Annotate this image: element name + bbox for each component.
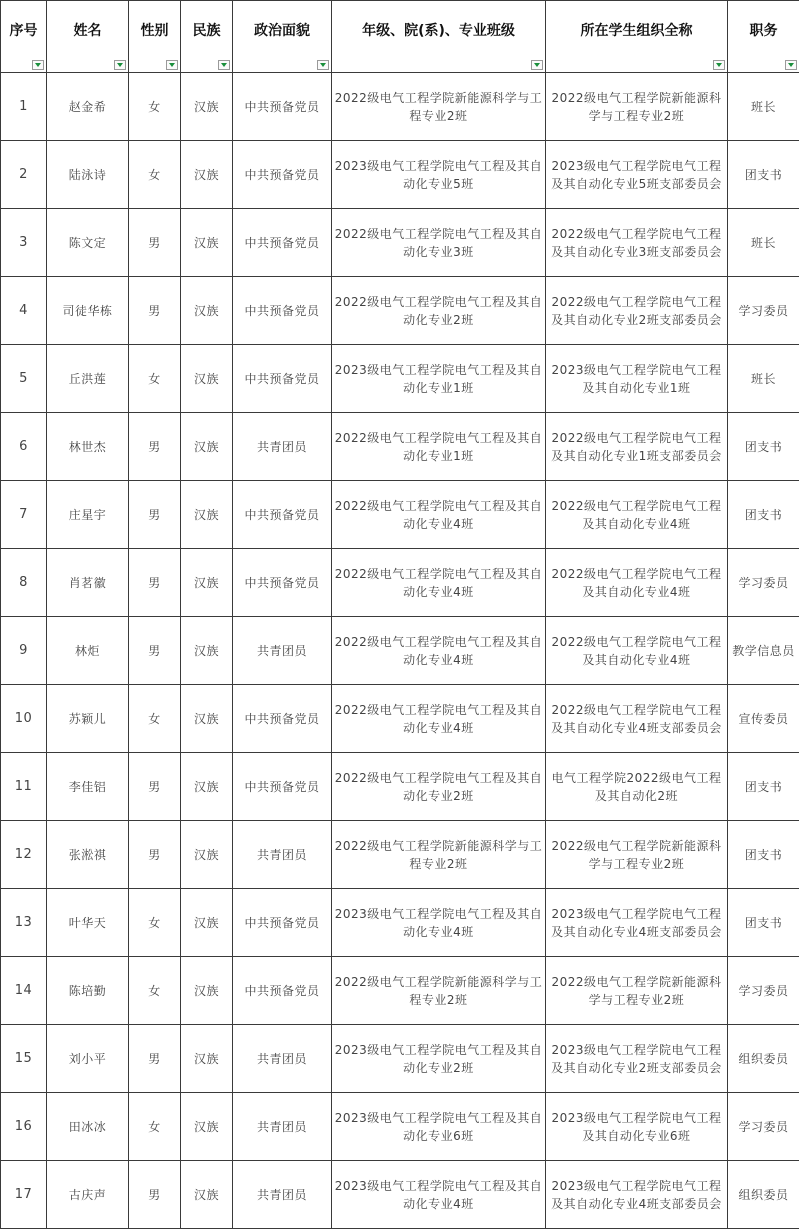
cell-political-status: 共青团员 — [233, 1093, 332, 1161]
header-position — [728, 1, 799, 73]
cell-political-status: 中共预备党员 — [233, 345, 332, 413]
cell-gender: 女 — [129, 345, 181, 413]
cell-organization: 2022级电气工程学院电气工程及其自动化专业3班支部委员会 — [546, 209, 728, 277]
cell-class: 2023级电气工程学院电气工程及其自动化专业4班 — [332, 1161, 546, 1229]
cell-class: 2023级电气工程学院电气工程及其自动化专业2班 — [332, 1025, 546, 1093]
cell-political-status: 中共预备党员 — [233, 889, 332, 957]
header-label: 姓名 — [73, 22, 102, 39]
cell-organization: 2023级电气工程学院电气工程及其自动化专业2班支部委员会 — [546, 1025, 728, 1093]
cell-gender: 女 — [129, 1093, 181, 1161]
cell-gender: 男 — [129, 481, 181, 549]
cell-position: 团支书 — [728, 141, 799, 209]
cell-name: 陈培勤 — [47, 957, 129, 1025]
cell-seq: 7 — [1, 481, 47, 549]
cell-organization: 2022级电气工程学院新能源科学与工程专业2班 — [546, 821, 728, 889]
table-row — [1, 889, 799, 957]
cell-organization: 电气工程学院2022级电气工程及其自动化2班 — [546, 753, 728, 821]
cell-ethnicity: 汉族 — [181, 481, 233, 549]
filter-dropdown-icon[interactable] — [531, 60, 543, 70]
header-row — [1, 1, 799, 73]
table-row — [1, 617, 799, 685]
cell-position: 学习委员 — [728, 277, 799, 345]
cell-class: 2022级电气工程学院新能源科学与工程专业2班 — [332, 957, 546, 1025]
cell-position: 班长 — [728, 73, 799, 141]
table-row — [1, 345, 799, 413]
cell-ethnicity: 汉族 — [181, 821, 233, 889]
cell-name: 田冰冰 — [47, 1093, 129, 1161]
cell-seq: 13 — [1, 889, 47, 957]
cell-gender: 男 — [129, 617, 181, 685]
cell-gender: 女 — [129, 889, 181, 957]
cell-ethnicity: 汉族 — [181, 1161, 233, 1229]
filter-dropdown-icon[interactable] — [166, 60, 178, 70]
cell-gender: 男 — [129, 413, 181, 481]
header-label: 年级、院(系)、专业班级 — [362, 22, 515, 39]
cell-name: 陈文定 — [47, 209, 129, 277]
cell-ethnicity: 汉族 — [181, 413, 233, 481]
cell-seq: 9 — [1, 617, 47, 685]
cell-name: 林炬 — [47, 617, 129, 685]
header-label: 所在学生组织全称 — [580, 22, 693, 39]
table-row — [1, 73, 799, 141]
table-row — [1, 821, 799, 889]
cell-ethnicity: 汉族 — [181, 141, 233, 209]
cell-political-status: 中共预备党员 — [233, 481, 332, 549]
cell-name: 赵金希 — [47, 73, 129, 141]
cell-class: 2022级电气工程学院电气工程及其自动化专业4班 — [332, 685, 546, 753]
table-row — [1, 277, 799, 345]
cell-ethnicity: 汉族 — [181, 753, 233, 821]
table-row — [1, 141, 799, 209]
table-row — [1, 957, 799, 1025]
cell-seq: 15 — [1, 1025, 47, 1093]
cell-seq: 14 — [1, 957, 47, 1025]
cell-class: 2023级电气工程学院电气工程及其自动化专业6班 — [332, 1093, 546, 1161]
cell-ethnicity: 汉族 — [181, 957, 233, 1025]
cell-organization: 2022级电气工程学院电气工程及其自动化专业4班 — [546, 617, 728, 685]
cell-political-status: 中共预备党员 — [233, 753, 332, 821]
cell-ethnicity: 汉族 — [181, 277, 233, 345]
table-body — [1, 73, 799, 1229]
cell-seq: 1 — [1, 73, 47, 141]
cell-seq: 16 — [1, 1093, 47, 1161]
cell-class: 2022级电气工程学院新能源科学与工程专业2班 — [332, 821, 546, 889]
table-row — [1, 1161, 799, 1229]
cell-organization: 2022级电气工程学院电气工程及其自动化专业4班 — [546, 481, 728, 549]
table-row — [1, 1025, 799, 1093]
table-header — [1, 1, 799, 73]
cell-name: 陆泳诗 — [47, 141, 129, 209]
cell-organization: 2023级电气工程学院电气工程及其自动化专业1班 — [546, 345, 728, 413]
cell-political-status: 中共预备党员 — [233, 73, 332, 141]
cell-class: 2022级电气工程学院电气工程及其自动化专业2班 — [332, 753, 546, 821]
cell-political-status: 共青团员 — [233, 1161, 332, 1229]
cell-name: 庄星宇 — [47, 481, 129, 549]
header-label: 职务 — [749, 22, 778, 39]
header-label: 性别 — [140, 22, 169, 39]
cell-name: 刘小平 — [47, 1025, 129, 1093]
cell-class: 2022级电气工程学院新能源科学与工程专业2班 — [332, 73, 546, 141]
cell-position: 团支书 — [728, 889, 799, 957]
cell-position: 学习委员 — [728, 1093, 799, 1161]
header-organization — [546, 1, 728, 73]
cell-ethnicity: 汉族 — [181, 549, 233, 617]
table-row — [1, 413, 799, 481]
filter-dropdown-icon[interactable] — [114, 60, 126, 70]
table-row — [1, 481, 799, 549]
cell-political-status: 中共预备党员 — [233, 685, 332, 753]
cell-seq: 5 — [1, 345, 47, 413]
cell-organization: 2022级电气工程学院电气工程及其自动化专业4班支部委员会 — [546, 685, 728, 753]
cell-gender: 男 — [129, 277, 181, 345]
cell-position: 教学信息员 — [728, 617, 799, 685]
cell-position: 班长 — [728, 345, 799, 413]
cell-seq: 17 — [1, 1161, 47, 1229]
cell-gender: 男 — [129, 1025, 181, 1093]
cell-political-status: 中共预备党员 — [233, 957, 332, 1025]
cell-seq: 6 — [1, 413, 47, 481]
cell-name: 苏颖儿 — [47, 685, 129, 753]
header-ethnicity — [181, 1, 233, 73]
cell-position: 团支书 — [728, 413, 799, 481]
cell-ethnicity: 汉族 — [181, 685, 233, 753]
filter-dropdown-icon[interactable] — [785, 60, 797, 70]
cell-class: 2022级电气工程学院电气工程及其自动化专业1班 — [332, 413, 546, 481]
cell-organization: 2022级电气工程学院新能源科学与工程专业2班 — [546, 73, 728, 141]
cell-political-status: 共青团员 — [233, 617, 332, 685]
cell-ethnicity: 汉族 — [181, 73, 233, 141]
cell-seq: 12 — [1, 821, 47, 889]
cell-ethnicity: 汉族 — [181, 345, 233, 413]
cell-class: 2022级电气工程学院电气工程及其自动化专业4班 — [332, 617, 546, 685]
cell-seq: 3 — [1, 209, 47, 277]
cell-political-status: 共青团员 — [233, 1025, 332, 1093]
filter-dropdown-icon[interactable] — [32, 60, 44, 70]
cell-name: 叶华天 — [47, 889, 129, 957]
cell-political-status: 中共预备党员 — [233, 277, 332, 345]
cell-name: 司徒华栋 — [47, 277, 129, 345]
header-seq — [1, 1, 47, 73]
header-label: 序号 — [9, 22, 38, 39]
cell-seq: 10 — [1, 685, 47, 753]
cell-gender: 男 — [129, 821, 181, 889]
cell-name: 古庆声 — [47, 1161, 129, 1229]
cell-gender: 女 — [129, 957, 181, 1025]
cell-class: 2023级电气工程学院电气工程及其自动化专业4班 — [332, 889, 546, 957]
cell-gender: 女 — [129, 73, 181, 141]
cell-position: 团支书 — [728, 821, 799, 889]
cell-political-status: 共青团员 — [233, 413, 332, 481]
cell-class: 2022级电气工程学院电气工程及其自动化专业4班 — [332, 549, 546, 617]
cell-gender: 女 — [129, 141, 181, 209]
table-row — [1, 685, 799, 753]
cell-political-status: 中共预备党员 — [233, 209, 332, 277]
cell-position: 组织委员 — [728, 1025, 799, 1093]
cell-organization: 2023级电气工程学院电气工程及其自动化专业5班支部委员会 — [546, 141, 728, 209]
filter-dropdown-icon[interactable] — [713, 60, 725, 70]
cell-ethnicity: 汉族 — [181, 209, 233, 277]
cell-organization: 2022级电气工程学院新能源科学与工程专业2班 — [546, 957, 728, 1025]
cell-gender: 女 — [129, 685, 181, 753]
cell-name: 肖茗徽 — [47, 549, 129, 617]
cell-position: 学习委员 — [728, 549, 799, 617]
header-name — [47, 1, 129, 73]
header-gender — [129, 1, 181, 73]
cell-position: 团支书 — [728, 481, 799, 549]
cell-organization: 2023级电气工程学院电气工程及其自动化专业6班 — [546, 1093, 728, 1161]
cell-position: 组织委员 — [728, 1161, 799, 1229]
header-class — [332, 1, 546, 73]
table-row — [1, 549, 799, 617]
cell-name: 李佳铝 — [47, 753, 129, 821]
cell-ethnicity: 汉族 — [181, 1093, 233, 1161]
cell-political-status: 共青团员 — [233, 821, 332, 889]
cell-class: 2022级电气工程学院电气工程及其自动化专业2班 — [332, 277, 546, 345]
cell-gender: 男 — [129, 209, 181, 277]
cell-position: 团支书 — [728, 753, 799, 821]
cell-class: 2022级电气工程学院电气工程及其自动化专业4班 — [332, 481, 546, 549]
cell-organization: 2023级电气工程学院电气工程及其自动化专业4班支部委员会 — [546, 1161, 728, 1229]
cell-ethnicity: 汉族 — [181, 1025, 233, 1093]
cell-gender: 男 — [129, 753, 181, 821]
header-label: 政治面貌 — [254, 22, 310, 39]
filter-dropdown-icon[interactable] — [317, 60, 329, 70]
cell-gender: 男 — [129, 549, 181, 617]
cell-organization: 2022级电气工程学院电气工程及其自动化专业2班支部委员会 — [546, 277, 728, 345]
cell-name: 林世杰 — [47, 413, 129, 481]
cell-gender: 男 — [129, 1161, 181, 1229]
cell-position: 宣传委员 — [728, 685, 799, 753]
cell-class: 2022级电气工程学院电气工程及其自动化专业3班 — [332, 209, 546, 277]
header-label: 民族 — [192, 22, 221, 39]
cell-position: 学习委员 — [728, 957, 799, 1025]
cell-political-status: 中共预备党员 — [233, 141, 332, 209]
table-row — [1, 1093, 799, 1161]
cell-seq: 2 — [1, 141, 47, 209]
cell-ethnicity: 汉族 — [181, 889, 233, 957]
cell-organization: 2022级电气工程学院电气工程及其自动化专业1班支部委员会 — [546, 413, 728, 481]
cell-organization: 2022级电气工程学院电气工程及其自动化专业4班 — [546, 549, 728, 617]
cell-name: 张淞祺 — [47, 821, 129, 889]
table-row — [1, 209, 799, 277]
cell-political-status: 中共预备党员 — [233, 549, 332, 617]
cell-organization: 2023级电气工程学院电气工程及其自动化专业4班支部委员会 — [546, 889, 728, 957]
header-political-status — [233, 1, 332, 73]
cell-position: 班长 — [728, 209, 799, 277]
table-row — [1, 753, 799, 821]
cell-seq: 11 — [1, 753, 47, 821]
cell-class: 2023级电气工程学院电气工程及其自动化专业5班 — [332, 141, 546, 209]
cell-seq: 4 — [1, 277, 47, 345]
cell-name: 丘洪莲 — [47, 345, 129, 413]
cell-class: 2023级电气工程学院电气工程及其自动化专业1班 — [332, 345, 546, 413]
filter-dropdown-icon[interactable] — [218, 60, 230, 70]
cell-ethnicity: 汉族 — [181, 617, 233, 685]
cell-seq: 8 — [1, 549, 47, 617]
